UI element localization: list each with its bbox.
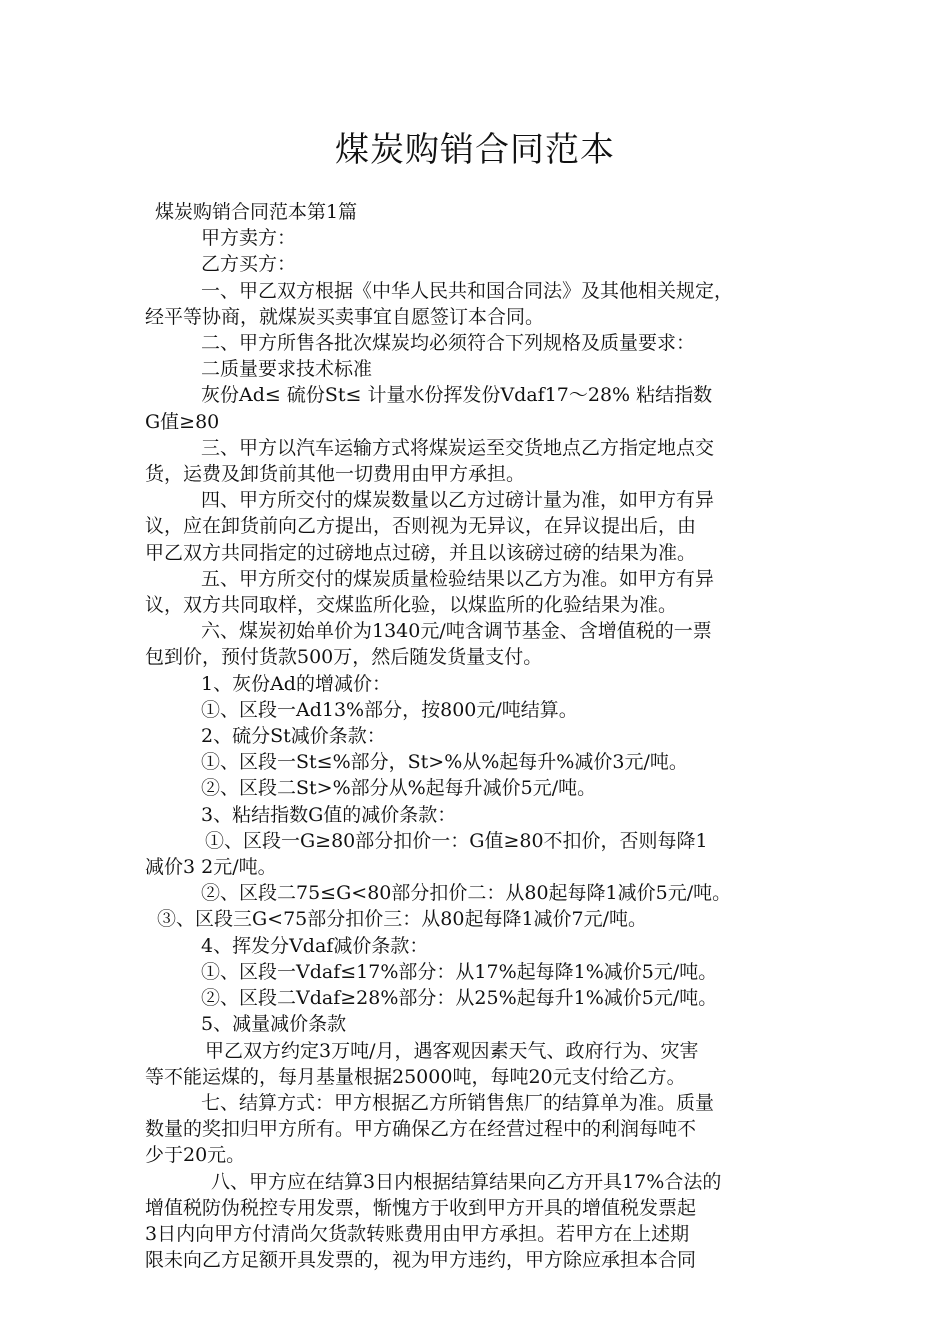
text-line: 3日内向甲方付清尚欠货款转账费用由甲方承担。若甲方在上述期 bbox=[145, 1222, 690, 1245]
text-line: 六、煤炭初始单价为1340元/吨含调节基金、含增值税的一票 bbox=[201, 620, 712, 643]
text-line: 议，双方共同取样，交煤监所化验，以煤监所的化验结果为准。 bbox=[145, 594, 678, 617]
text-line: 5、减量减价条款 bbox=[201, 1013, 347, 1036]
text-line: G值≥80 bbox=[145, 410, 220, 433]
text-line: 三、甲方以汽车运输方式将煤炭运至交货地点乙方指定地点交 bbox=[201, 436, 715, 459]
text-line: 五、甲方所交付的煤炭质量检验结果以乙方为准。如甲方有异 bbox=[201, 567, 715, 590]
text-line: 2、硫分St减价条款： bbox=[201, 725, 386, 748]
text-line: 包到价，预付货款500万，然后随发货量支付。 bbox=[145, 646, 543, 669]
text-line: ①、区段一Ad13%部分，按800元/吨结算。 bbox=[201, 698, 578, 721]
text-line: 乙方买方： bbox=[201, 253, 297, 276]
text-line: ②、区段二St>%部分从%起每升减价5元/吨。 bbox=[201, 777, 597, 800]
text-line: 七、结算方式：甲方根据乙方所销售焦厂的结算单为准。质量 bbox=[201, 1091, 715, 1114]
document-body bbox=[145, 199, 825, 1273]
text-line: 限未向乙方足额开具发票的，视为甲方违约，甲方除应承担本合同 bbox=[145, 1249, 697, 1272]
text-line: 甲乙双方共同指定的过磅地点过磅，并且以该磅过磅的结果为准。 bbox=[145, 541, 697, 564]
text-line: 甲乙双方约定3万吨/月，遇客观因素天气、政府行为、灾害 bbox=[205, 1039, 699, 1062]
text-line: 四、甲方所交付的煤炭数量以乙方过磅计量为准，如甲方有异 bbox=[201, 489, 715, 512]
text-line: 二、甲方所售各批次煤炭均必须符合下列规格及质量要求： bbox=[201, 332, 696, 355]
text-line: 煤炭购销合同范本第1篇 bbox=[155, 201, 358, 223]
text-line: 灰份Ad≤ 硫份St≤ 计量水份挥发份Vdaf17～28% 粘结指数 bbox=[201, 384, 713, 407]
text-line: 4、挥发分Vdaf减价条款： bbox=[201, 934, 429, 957]
text-line: 二质量要求技术标准 bbox=[201, 358, 373, 381]
text-line: 1、灰份Ad的增减价： bbox=[201, 672, 391, 695]
text-line: 少于20元。 bbox=[145, 1144, 246, 1167]
text-line: 减价3 2元/吨。 bbox=[145, 856, 277, 879]
text-line: 货，运费及卸货前其他一切费用由甲方承担。 bbox=[145, 463, 526, 486]
text-line: 经平等协商，就煤炭买卖事宜自愿签订本合同。 bbox=[145, 305, 545, 328]
text-line: 一、甲乙双方根据《中华人民共和国合同法》及其他相关规定， bbox=[201, 279, 734, 302]
text-line: ①、区段一G≥80部分扣价一：G值≥80不扣价，否则每降1 bbox=[205, 829, 708, 852]
text-line: ②、区段二Vdaf≥28%部分：从25%起每升1%减价5元/吨。 bbox=[201, 987, 718, 1010]
document-title: 煤炭购销合同范本 bbox=[335, 130, 615, 170]
text-line: 甲方卖方： bbox=[201, 227, 297, 250]
text-line: 等不能运煤的，每月基量根据25000吨，每吨20元支付给乙方。 bbox=[145, 1065, 686, 1088]
text-line: 增值税防伪税控专用发票，惭愧方于收到甲方开具的增值税发票起 bbox=[145, 1196, 697, 1219]
text-line: ①、区段一St≤%部分，St>%从%起每升%减价3元/吨。 bbox=[201, 751, 688, 774]
text-line: 八、甲方应在结算3日内根据结算结果向乙方开具17%合法的 bbox=[211, 1170, 722, 1193]
text-line: 3、粘结指数G值的减价条款： bbox=[201, 803, 457, 826]
text-line: ③、区段三G<75部分扣价三：从80起每降1减价7元/吨。 bbox=[157, 908, 648, 931]
text-line: 议，应在卸货前向乙方提出，否则视为无异议，在异议提出后，由 bbox=[145, 515, 697, 538]
text-line: 数量的奖扣归甲方所有。甲方确保乙方在经营过程中的利润每吨不 bbox=[145, 1118, 697, 1141]
text-line: ①、区段一Vdaf≤17%部分：从17%起每降1%减价5元/吨。 bbox=[201, 960, 718, 983]
text-line: ②、区段二75≤G<80部分扣价二：从80起每降1减价5元/吨。 bbox=[201, 882, 732, 905]
